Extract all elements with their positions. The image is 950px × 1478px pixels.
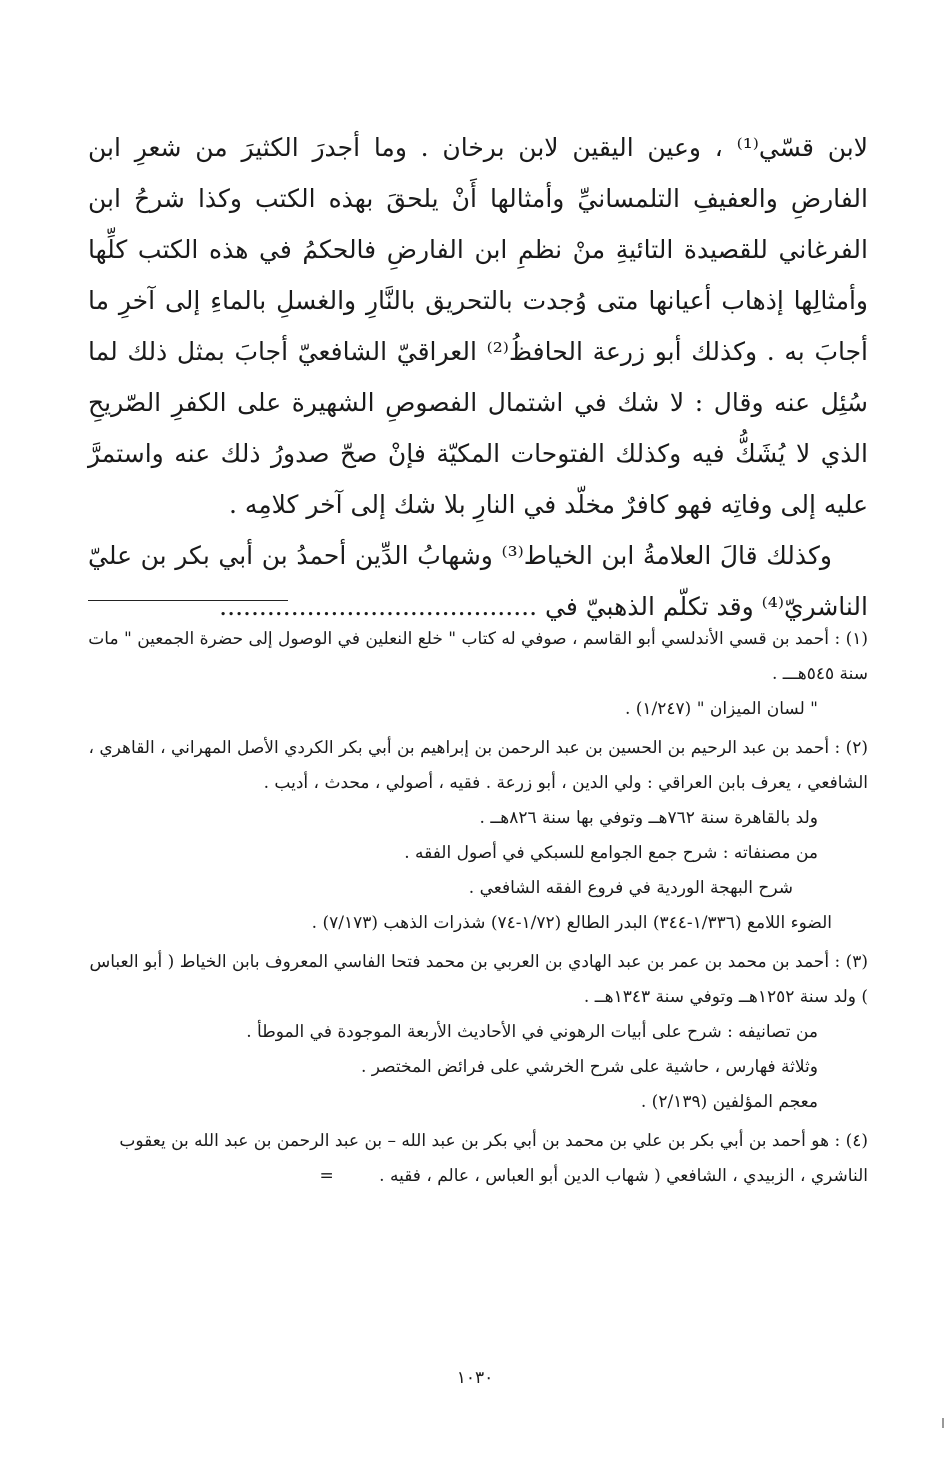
main-text [88, 122, 868, 632]
footnote-3-works-1: من تصانيفه : شرح على أبيات الرهوني في الأحاديث الأربعة الموجودة في الموطأ . [246, 1022, 818, 1042]
paragraph-2: وكذلك قالَ العلامةُ ابن الخياط⁽³⁾ وشهابُ الدِّين أحمدُ بن أبي بكر بن عليّ الناشريّ⁽⁴⁾ وقد تكلّم الذهبيّ في ........................................ [88, 541, 868, 621]
footnote-1-text: أحمد بن قسي الأندلسي أبو القاسم ، صوفي له كتاب " خلع النعلين في الوصول إلى حضرة الجمعين " مات سنة ٥٤٥هـــ . [88, 629, 868, 684]
footnote-4 [88, 1124, 868, 1194]
footnote-4-continuation-mark: = [319, 1166, 334, 1186]
footnote-2-born: ولد بالقاهرة سنة ٧٦٢هــ وتوفي بها سنة ٨٢٦هــ . [479, 808, 818, 828]
footnote-2-sources: الضوء اللامع (١/٣٣٦-٣٤٤) البدر الطالع (١/٧٢-٧٤) شذرات الذهب (٧/١٧٣) . [311, 913, 832, 933]
footnotes [88, 622, 868, 1198]
footnote-1-source: " لسان الميزان " (١/٢٤٧) . [624, 699, 818, 719]
footnote-2-label: (٢) : [834, 738, 868, 758]
footnote-3-works-2: وثلاثة فهارس ، حاشية على شرح الخرشي على فرائض المختصر . [360, 1057, 818, 1077]
footnote-2-text: أحمد بن عبد الرحيم بن الحسين بن عبد الرحمن بن إبراهيم بن أبي بكر الكردي الأصل المهراني ، القاهري ، الشافعي ، يعرف بابن العراقي : ولي الدين ، أبو زرعة . فقيه ، أصولي ، محدث ، أديب . [88, 738, 868, 793]
footnote-3 [88, 945, 868, 1120]
footnote-3-text: أحمد بن محمد بن عمر بن عبد الهادي بن العربي بن محمد فتحا الفاسي المعروف بابن الخياط ( أبو العباس ) ولد سنة ١٢٥٢هــ وتوفي سنة ١٣٤٣هــ . [89, 952, 868, 1007]
footnote-2-works-1: من مصنفاته : شرح جمع الجوامع للسبكي في أصول الفقه . [404, 843, 818, 863]
footnote-3-label: (٣) : [834, 952, 868, 972]
footnote-2 [88, 731, 868, 941]
footnote-1-label: (١) : [834, 629, 868, 649]
paragraph-1: لابن قسّي⁽¹⁾ ، وعين اليقين لابن برخان . وما أجدرَ الكثيرَ من شعرِ ابن الفارضِ والعفيفِ التلمسانيِّ وأمثالها أَنْ يلحقَ بهذه الكتب وكذا شرحُ ابن الفرغاني للقصيدة التائيةِ منْ نظمِ ابن الفارضِ فالحكمُ في هذه الكتب كلِّها وأمثالِها إذهاب أعيانها متى وُجدت بالتحريق بالنَّارِ والغسلِ بالماءِ إلى آخرِ ما أجابَ به . وكذلك أبو زرعة الحافظُ⁽²⁾ العراقيّ الشافعيّ أجابَ بمثل ذلك لما سُئِل عنه وقال : لا شك في اشتمال الفصوصِ الشهيرة على الكفرِ الصّريحِ الذي لا يُشَكُّ فيه وكذلك الفتوحات المكيّة فإنْ صحّ صدورُ ذلك عنه واستمرَّ عليه إلى وفاتِه فهو كافرٌ مخلّد في النارِ بلا شك إلى آخر كلامِه . [88, 133, 868, 519]
footnote-4-text: هو أحمد بن أبي بكر بن علي بن محمد بن أبي بكر بن عبد الله – بن عبد الرحمن بن عبد الله بن يعقوب الناشري ، الزبيدي ، الشافعي ( شهاب الدين أبو العباس ، عالم ، فقيه . [119, 1131, 868, 1186]
footnote-3-sources: معجم المؤلفين (٢/١٣٩) . [640, 1092, 818, 1112]
scan-edge-mark [942, 1418, 944, 1428]
footnote-separator [88, 600, 288, 601]
page-number: ١٠٣٠ [456, 1368, 494, 1388]
footnote-2-works-2: شرح البهجة الوردية في فروع الفقه الشافعي . [468, 878, 793, 898]
footnote-4-label: (٤) : [834, 1131, 868, 1151]
footnote-1 [88, 622, 868, 727]
